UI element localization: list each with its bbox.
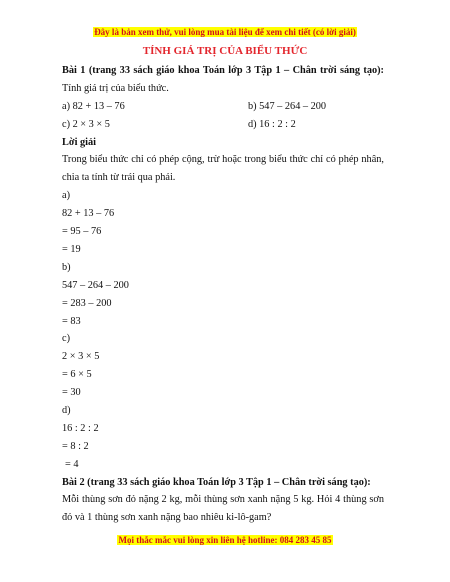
solution-line: d)	[62, 404, 71, 416]
exercise-item-d: d) 16 : 2 : 2	[248, 118, 296, 130]
page-title: TÍNH GIÁ TRỊ CỦA BIỂU THỨC	[142, 45, 308, 57]
exercise-item-c: c) 2 × 3 × 5	[62, 118, 110, 130]
hotline-banner-text: Mọi thắc mắc vui lòng xin liên hệ hotline: 084 283 45 85	[118, 535, 332, 545]
solution-line: = 83	[62, 315, 81, 327]
solution-line: 547 – 264 – 200	[62, 279, 129, 291]
solution-line: 16 : 2 : 2	[62, 422, 99, 434]
solution-line: c)	[62, 333, 70, 345]
exercise-1-statement	[62, 62, 384, 98]
exercise-2-text: Mỗi thùng sơn đỏ nặng 2 kg, mỗi thùng sơn xanh nặng 5 kg. Hỏi 4 thùng sơn đỏ và 1 thùng sơn xanh nặng bao nhiêu ki-lô-gam?	[62, 494, 384, 524]
exercise-item-a: a) 82 + 13 – 76	[62, 100, 125, 112]
hotline-banner	[0, 535, 450, 545]
exercise-1-items-row	[62, 116, 384, 134]
preview-banner-text: Đây là bản xem thử, vui lòng mua tài liệu để xem chi tiết (có lời giải)	[94, 27, 356, 37]
solution-line: 2 × 3 × 5	[62, 351, 100, 363]
preview-banner	[0, 27, 450, 37]
solution-line: = 6 × 5	[62, 369, 92, 381]
exercise-item-b: b) 547 – 264 – 200	[248, 100, 327, 112]
document-body	[62, 62, 384, 527]
exercise-1-items-row	[62, 98, 384, 116]
solution-line: = 4	[65, 458, 79, 470]
solution-intro: Trong biểu thức chỉ có phép cộng, trừ hoặc trong biểu thức chỉ có phép nhân, chia ta tính từ trái qua phải.	[62, 154, 384, 184]
exercise-1-prompt: Tính giá trị của biểu thức.	[62, 82, 169, 94]
exercise-2-heading: Bài 2 (trang 33 sách giáo khoa Toán lớp 3 Tập 1 – Chân trời sáng tạo):	[62, 476, 371, 488]
solution-line: = 8 : 2	[62, 440, 89, 452]
solution-heading: Lời giải	[62, 136, 97, 148]
solution-line: = 95 – 76	[62, 226, 102, 238]
solution-line: b)	[62, 261, 71, 273]
exercise-1-heading: Bài 1 (trang 33 sách giáo khoa Toán lớp 3 Tập 1 – Chân trời sáng tạo):	[62, 65, 384, 76]
solution-line: = 283 – 200	[62, 297, 112, 309]
solution-line: = 30	[62, 387, 81, 399]
solution-line: 82 + 13 – 76	[62, 208, 115, 220]
solution-line: a)	[62, 190, 70, 202]
solution-line: = 19	[62, 243, 81, 255]
